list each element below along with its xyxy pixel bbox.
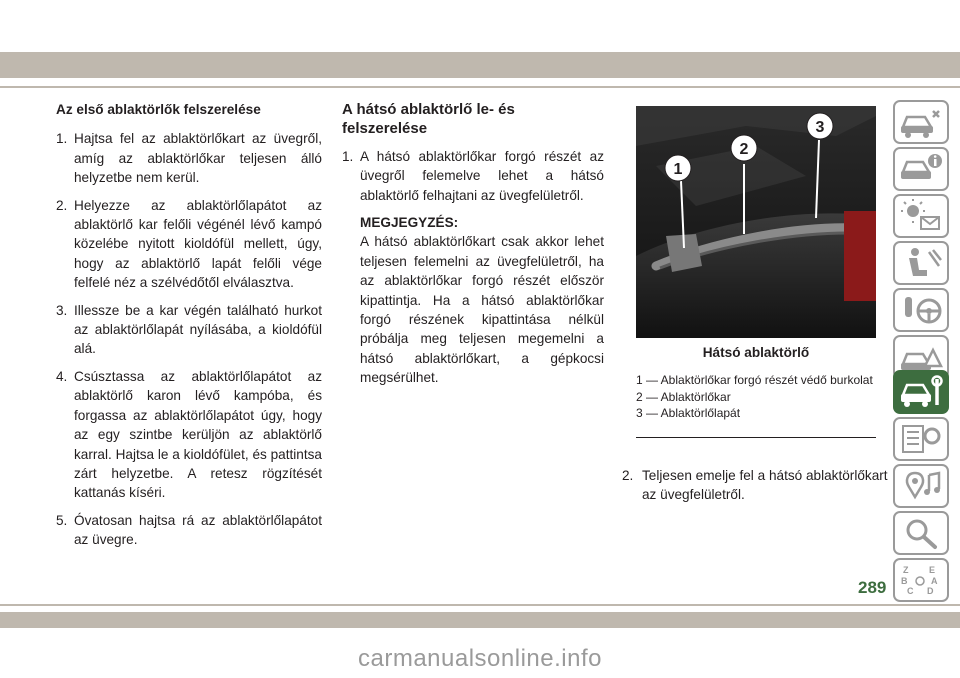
- svg-text:E: E: [929, 565, 936, 575]
- tab-car-wrench[interactable]: [893, 370, 949, 414]
- hazard-car-icon: [899, 340, 943, 374]
- index-letters-icon: [899, 563, 943, 597]
- step-item: 2. Helyezze az ablaktörlőlapátot az ablaktörlő kar felőli végénél lévő kampó közelébe nyitott kioldófül mellett, úgy, hogy az ablaktörlő lapát felőli vége felfelé néz a szélvédőtől elválasztva.: [56, 197, 322, 291]
- settings-list-icon: [899, 422, 943, 456]
- callout-3: 3: [815, 119, 825, 136]
- legend-item: 3 — Ablaktörlőlapát: [636, 406, 741, 420]
- svg-text:D: D: [927, 586, 934, 596]
- tab-car-crash[interactable]: [893, 100, 949, 144]
- legend-item: 2 — Ablaktörlőkar: [636, 389, 731, 404]
- car-wrench-icon: [899, 375, 943, 409]
- tab-settings-list[interactable]: [893, 417, 949, 461]
- car-info-icon: [899, 152, 943, 186]
- step-item: 4. Csúsztassa az ablaktörlőlapátot az ablaktörlő karon lévő kampóba, és forgassa az ablaktörlőlapátot úgy, hogy az egy szintbe kerüljön az ablaktörlő karral. Hajtsa le a kioldófület, és pattintsa zárt helyzetbe. A retesz rögzítését kattanás kíséri.: [56, 368, 322, 501]
- footer-rule: [0, 604, 960, 606]
- callout-1: 1: [673, 161, 683, 178]
- rear-wiper-section: [342, 100, 604, 388]
- header-rule: [0, 86, 960, 88]
- svg-text:C: C: [907, 586, 914, 596]
- note-block: [342, 213, 604, 388]
- callout-2: 2: [739, 141, 749, 158]
- media-location-icon: [899, 469, 943, 503]
- header-band: [0, 52, 960, 78]
- search-icon: [899, 516, 943, 550]
- svg-text:Z: Z: [903, 565, 909, 575]
- step-item: 3. Illessze be a kar végén található hurkot az ablaktörlőlapát nyílásába, a kioldófül alá.: [56, 302, 322, 357]
- front-wiper-heading: Az első ablaktörlők felszerelése: [56, 102, 261, 117]
- note-title: MEGJEGYZÉS:: [360, 215, 459, 231]
- front-wiper-section: [56, 100, 322, 558]
- step-item: 1. Hajtsa fel az ablaktörlőkart az üvegről, amíg az ablaktörlőkar teljesen álló helyzetbe nem kerül.: [56, 131, 322, 186]
- tab-media-location[interactable]: [893, 464, 949, 508]
- legend-divider: [636, 437, 876, 438]
- rear-wiper-steps: [342, 147, 604, 205]
- watermark-text: carmanualsonline.info: [358, 645, 602, 672]
- airbag-seat-icon: [899, 246, 943, 280]
- note-text: A hátsó ablaktörlőkart csak akkor lehet teljesen felemelni az üvegfelületről, ha az ablaktörlőkar forgó részét először kipattintja. Ha a hátsó ablaktörlőkar forgó részének kipattintása nélkül próbálja meg teljesen megemelni a hátsó ablaktörlőkart, a gépkocsi megsérülhet.: [360, 234, 604, 386]
- legend-item: 1 — Ablaktörlőkar forgó részét védő burkolat: [636, 373, 873, 387]
- tab-search[interactable]: [893, 511, 949, 555]
- tab-sun-warning[interactable]: [893, 194, 949, 238]
- step-item: 1. A hátsó ablaktörlőkar forgó részét az üvegről felemelve lehet a hátsó ablaktörlő felhajtani az üvegfelületről.: [342, 148, 604, 203]
- sun-warning-icon: [899, 199, 943, 233]
- tab-key-steering[interactable]: [893, 288, 949, 332]
- key-steering-icon: [899, 293, 943, 327]
- car-crash-icon: [899, 105, 943, 139]
- step-item: 2. Teljesen emelje fel a hátsó ablaktörlőkart az üvegfelületről.: [622, 468, 888, 503]
- footer-band: [0, 612, 960, 628]
- svg-text:B: B: [901, 576, 908, 586]
- tab-index[interactable]: [893, 558, 949, 602]
- rear-wiper-heading: A hátsó ablaktörlő le- és felszerelése: [342, 101, 515, 138]
- front-wiper-steps: [56, 129, 322, 549]
- figure-legend: [636, 372, 876, 422]
- page-number: 289: [858, 578, 887, 597]
- tab-car-info[interactable]: [893, 147, 949, 191]
- step-item: 5. Óvatosan hajtsa rá az ablaktörlőlapátot az üvegre.: [56, 512, 322, 548]
- rear-wiper-photo: [636, 106, 876, 338]
- svg-text:A: A: [931, 576, 938, 586]
- tab-airbag-seat[interactable]: [893, 241, 949, 285]
- figure-caption: Hátsó ablaktörlő: [702, 345, 810, 360]
